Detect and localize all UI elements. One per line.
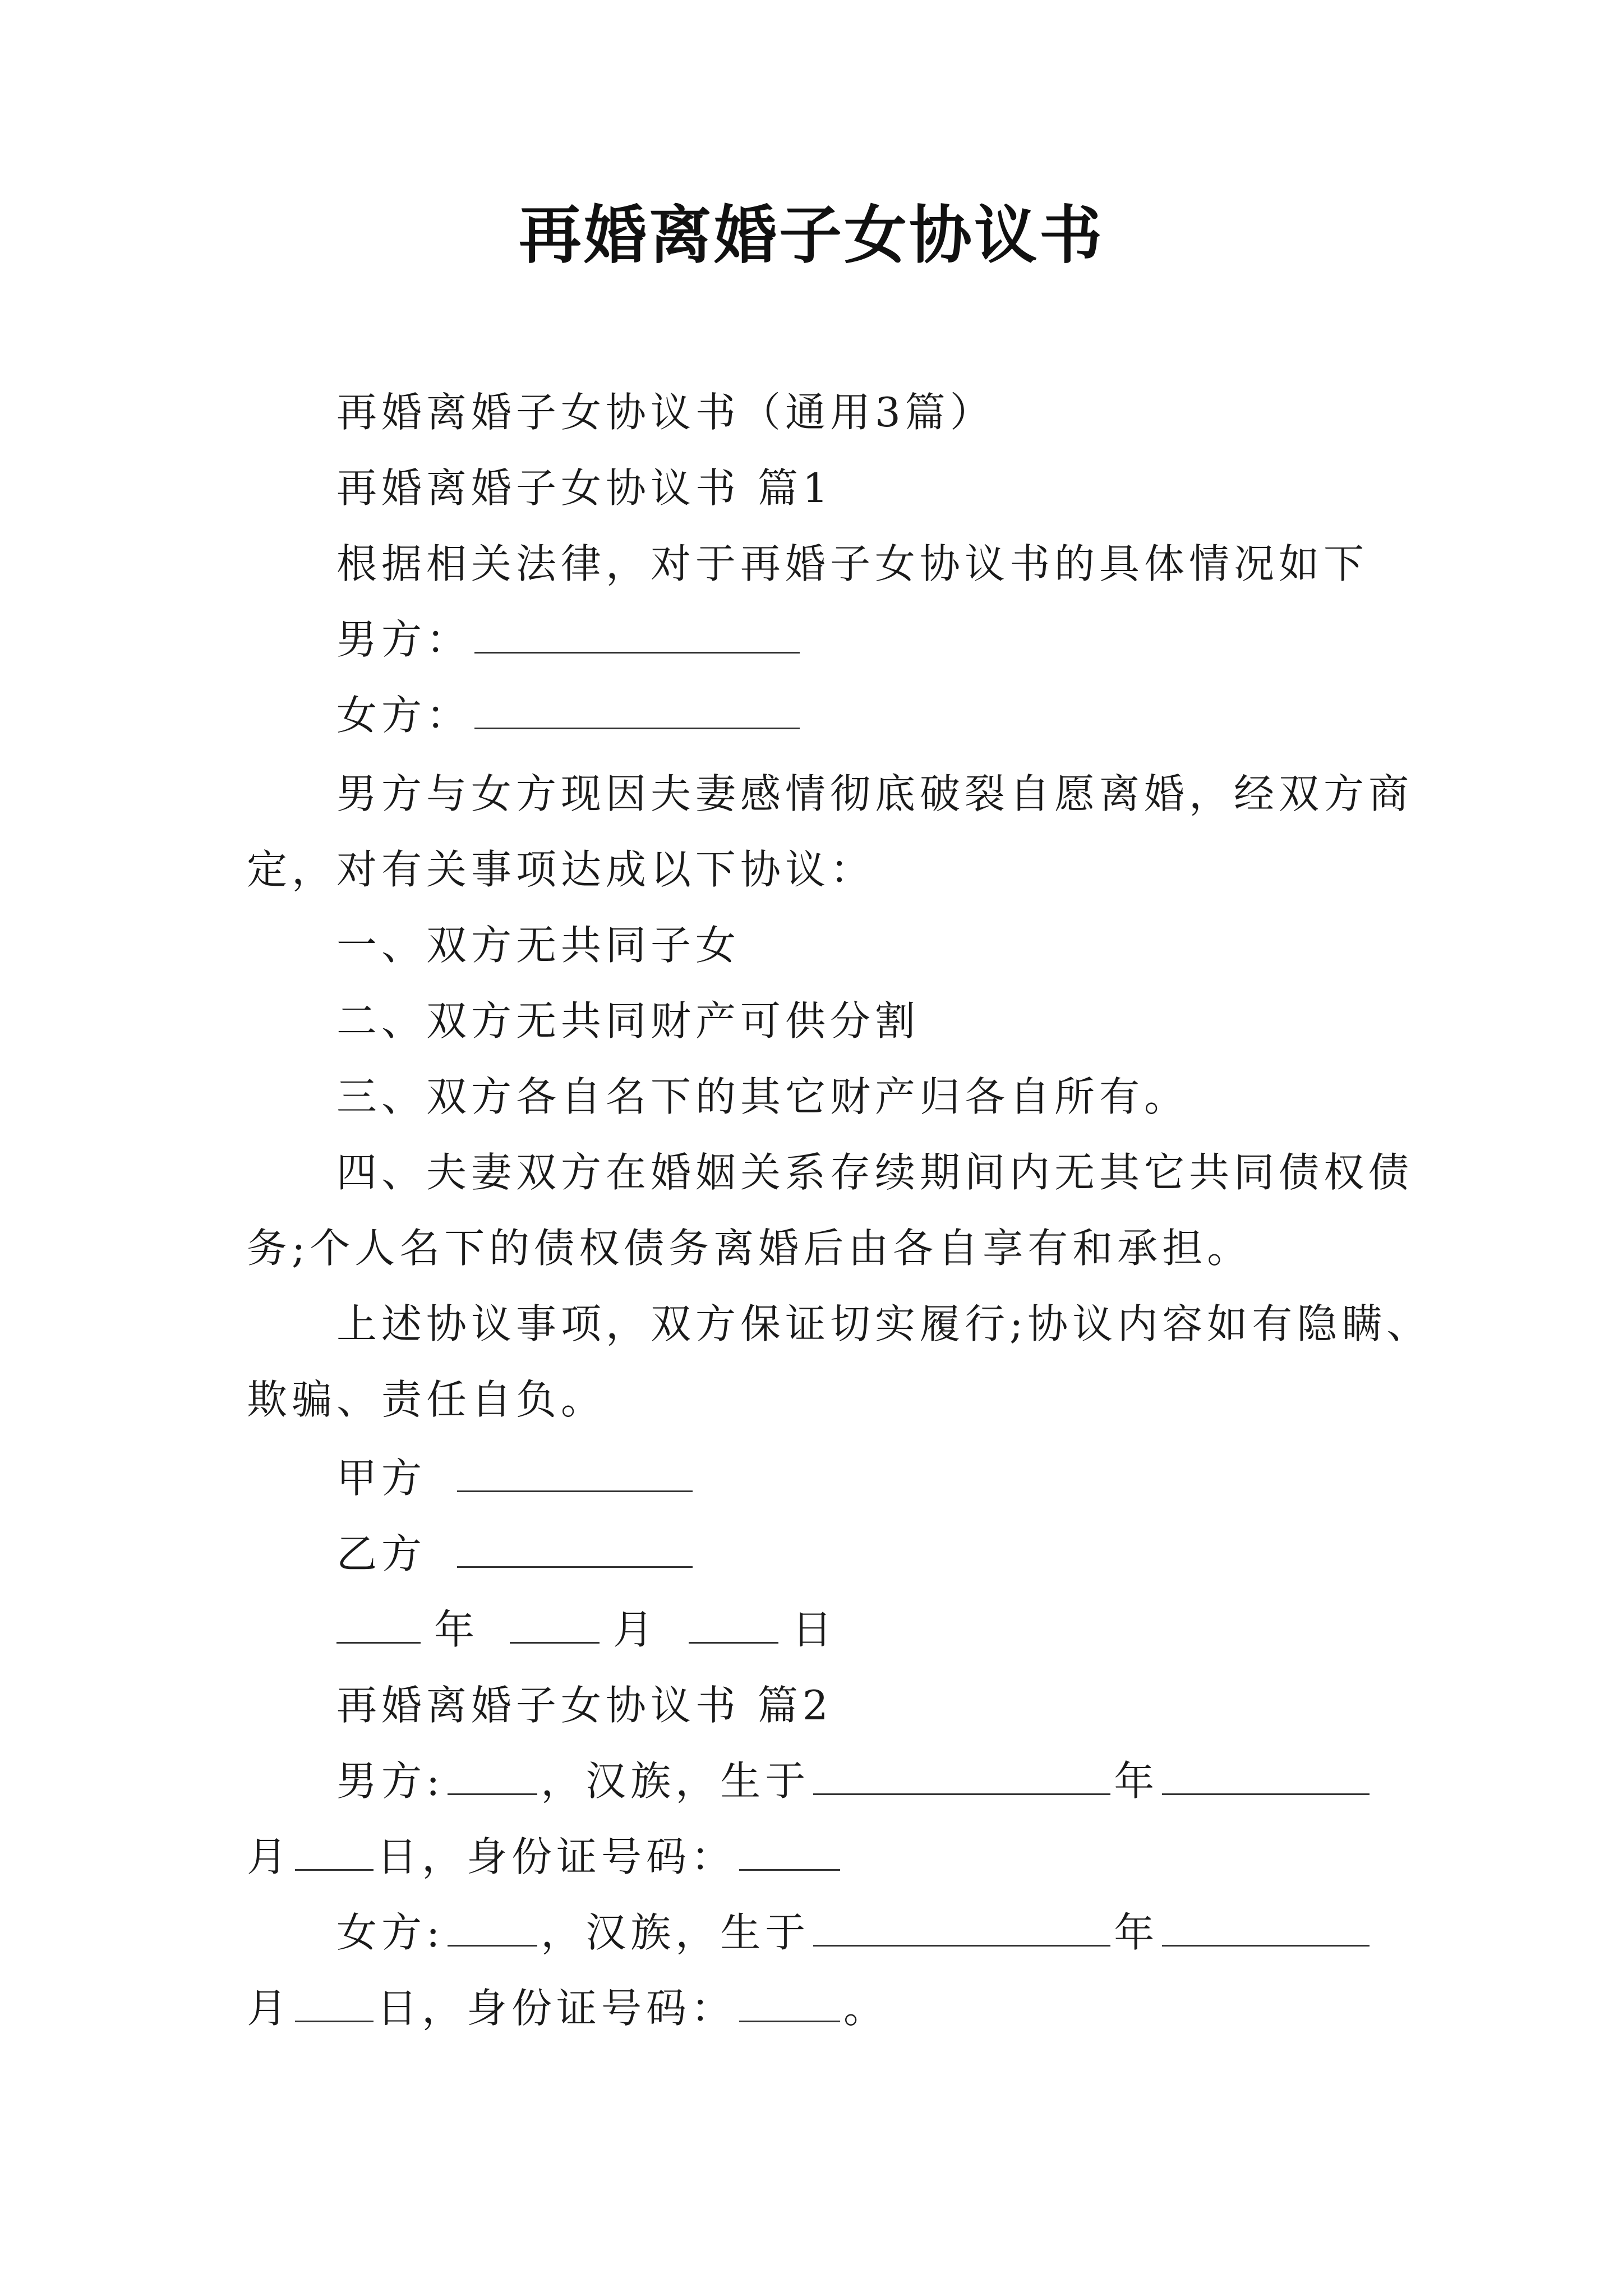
woman-label: 女方：	[336, 692, 472, 739]
month-blank	[510, 1607, 600, 1644]
day-label: 日	[791, 1606, 837, 1653]
party-b-label: 乙方	[336, 1530, 427, 1577]
section1-heading: 再婚离婚子女协议书 篇1	[336, 464, 833, 512]
item4-line1: 四、夫妻双方在婚姻关系存续期间内无其它共同债权债	[336, 1149, 1414, 1196]
s2-man-row-line1	[336, 1753, 1373, 1809]
s2-woman-label: 女方:	[336, 1909, 445, 1956]
man-field-row	[336, 611, 803, 668]
party-b-row	[336, 1526, 696, 1582]
s2-woman-month-label: 月	[247, 1985, 292, 2032]
s2-woman-year-label: 年	[1114, 1909, 1159, 1956]
s2-woman-id-label: 日，身份证号码：	[377, 1985, 736, 2032]
s2-woman-birth-year-blank	[813, 1910, 1110, 1947]
woman-name-blank	[474, 693, 800, 729]
year-label: 年	[434, 1606, 479, 1653]
party-a-row	[336, 1450, 696, 1506]
woman-field-row	[336, 687, 803, 743]
s2-man-ethnicity: ，汉族，生于	[541, 1757, 810, 1805]
item-1: 一、双方无共同子女	[336, 922, 741, 969]
item-2: 二、双方无共同财产可供分割	[336, 997, 920, 1045]
s2-man-birth-year-blank	[813, 1759, 1110, 1795]
party-b-blank	[457, 1531, 693, 1568]
item4-line2: 务;个人名下的债权债务离婚后由各自享有和承担。	[247, 1225, 1252, 1272]
document-title: 再婚离婚子女协议书	[519, 199, 1104, 272]
party-a-label: 甲方	[336, 1455, 427, 1502]
para1-line2: 定，对有关事项达成以下协议：	[247, 846, 875, 893]
document-subtitle: 再婚离婚子女协议书（通用3篇）	[336, 389, 995, 436]
s2-man-row-line2	[247, 1829, 843, 1885]
s2-woman-birth-month-blank	[1162, 1910, 1370, 1947]
date-row	[336, 1602, 837, 1658]
para2-line2: 欺骗、责任自负。	[247, 1376, 606, 1423]
month-label: 月	[612, 1606, 658, 1653]
section2-heading: 再婚离婚子女协议书 篇2	[336, 1682, 833, 1729]
s2-woman-birth-day-blank	[295, 1986, 374, 2022]
para1-line1: 男方与女方现因夫妻感情彻底破裂自愿离婚，经双方商	[336, 770, 1414, 817]
s2-woman-id-blank	[739, 1986, 840, 2022]
item-3: 三、双方各自名下的其它财产归各自所有。	[336, 1073, 1189, 1120]
man-label: 男方：	[336, 616, 472, 663]
s2-man-name-blank	[448, 1759, 537, 1795]
s2-woman-row-line1	[336, 1904, 1373, 1961]
s2-man-year-label: 年	[1114, 1757, 1159, 1805]
party-a-blank	[457, 1456, 693, 1492]
man-name-blank	[474, 617, 800, 654]
s2-woman-name-blank	[448, 1910, 537, 1947]
s2-man-id-label: 日，身份证号码：	[377, 1833, 736, 1880]
s2-man-birth-month-blank	[1162, 1759, 1370, 1795]
s2-man-label: 男方:	[336, 1757, 445, 1805]
s2-woman-row-line2	[247, 1980, 888, 2036]
section1-intro: 根据相关法律，对于再婚子女协议书的具体情况如下	[336, 540, 1369, 587]
s2-man-birth-day-blank	[295, 1834, 374, 1871]
s2-man-id-blank	[739, 1834, 840, 1871]
s2-man-month-label: 月	[247, 1833, 292, 1880]
year-blank	[336, 1607, 421, 1644]
s2-end-mark: 。	[843, 1985, 889, 2032]
s2-woman-ethnicity: ，汉族，生于	[541, 1909, 810, 1956]
day-blank	[689, 1607, 778, 1644]
para2-line1: 上述协议事项，双方保证切实履行;协议内容如有隐瞒、	[336, 1300, 1432, 1347]
